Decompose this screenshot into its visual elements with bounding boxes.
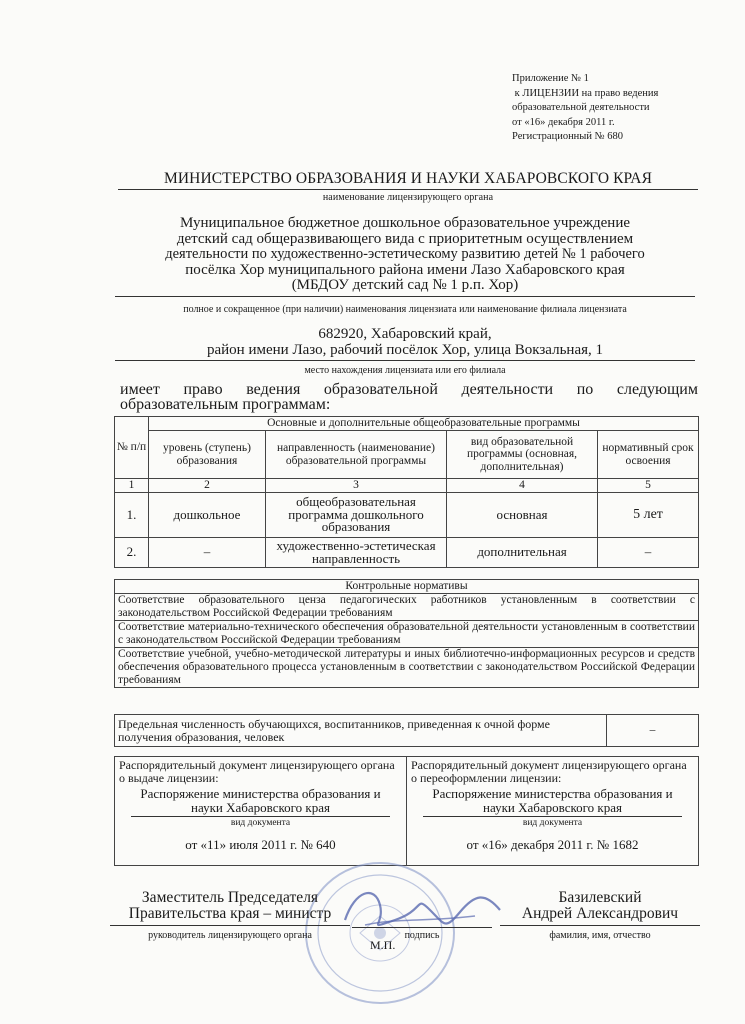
annex-block: [512, 72, 712, 145]
name-caption: фамилия, имя, отчество: [549, 930, 651, 941]
control-norms-table: [114, 579, 699, 688]
programs-table: [114, 416, 699, 568]
capacity-value: –: [607, 715, 699, 747]
signature-name: [500, 890, 700, 944]
annex-line: образовательной деятельности: [512, 102, 650, 113]
row-num: 2.: [115, 538, 149, 568]
col-level-header: уровень (ступень) образования: [149, 431, 266, 479]
doc-reissue-date: от «16» декабря 2011 г. № 1682: [466, 837, 639, 852]
address-block: [115, 326, 695, 379]
programs-group-header: Основные и дополнительные общеобразовательные программы: [149, 417, 699, 431]
index-cell: 3: [266, 479, 447, 493]
address-line2: район имени Лазо, рабочий посёлок Хор, улица Вокзальная, 1: [115, 342, 695, 361]
signature-position: [110, 890, 350, 944]
licensee-line: посёлка Хор муниципального района имени Лазо Хабаровского края: [185, 261, 625, 278]
row-level: –: [149, 538, 266, 568]
licensee-caption: полное и сокращенное (при наличии) наименования лицензиата или наименование филиала лицензиата: [183, 303, 627, 315]
doc-issue-cell: [115, 757, 407, 866]
licensee-line: Муниципальное бюджетное дошкольное образовательное учреждение: [180, 215, 630, 231]
licensee-line: детский сад общеразвивающего вида с приоритетным осуществлением: [176, 230, 634, 247]
row-term: –: [598, 538, 699, 568]
address-line1: 682920, Хабаровский край,: [318, 326, 492, 342]
row-kind: дополнительная: [447, 538, 598, 568]
doc-reissue-cell: [407, 757, 699, 866]
annex-line: Регистрационный № 680: [512, 131, 623, 142]
row-term: 5 лет: [598, 493, 699, 538]
address-caption: место нахождения лицензиата или его филиала: [304, 365, 506, 376]
capacity-label: Предельная численность обучающихся, воспитанников, приведенная к очной форме получения образования, человек: [115, 715, 607, 747]
index-cell: 2: [149, 479, 266, 493]
licensee-line: деятельности по художественно-эстетическому развитию детей № 1 рабочего: [165, 246, 645, 262]
doc-issue-type: Распоряжение министерства образования и науки Хабаровского края: [131, 787, 390, 817]
row-kind: основная: [447, 493, 598, 538]
licensee-line: (МБДОУ детский сад № 1 р.п. Хор): [115, 278, 695, 297]
annex-line: Приложение № 1: [512, 73, 589, 84]
signature-line-area: [352, 910, 492, 941]
signature-line: [352, 910, 492, 928]
name-line2: Андрей Александрович: [500, 906, 700, 926]
col-kind-header: вид образовательной программы (основная, дополнительная): [447, 431, 598, 479]
annex-line: от «16» декабря 2011 г.: [512, 116, 615, 128]
index-cell: 1: [115, 479, 149, 493]
documents-table: [114, 756, 699, 866]
control-item: Соответствие образовательного ценза педагогических работников установленным в соответствии с законодательством Российской Федерации требованиям: [115, 594, 699, 621]
right-statement-line1: имеет право ведения образовательной деятельности по следующим: [120, 381, 698, 398]
doc-reissue-caption: вид документа: [522, 818, 583, 828]
ministry-block: [118, 170, 698, 203]
table-row: [115, 493, 699, 538]
control-header: Контрольные нормативы: [115, 580, 699, 594]
row-num: 1.: [115, 493, 149, 538]
index-cell: 4: [447, 479, 598, 493]
doc-issue-title: Распорядительный документ лицензирующего органа о выдаче лицензии:: [119, 758, 395, 785]
row-direction: художественно-эстетическая направленность: [266, 538, 447, 568]
ministry-name: МИНИСТЕРСТВО ОБРАЗОВАНИЯ И НАУКИ ХАБАРОВСКОГО КРАЯ: [118, 170, 698, 190]
sign-caption: подпись: [404, 930, 440, 941]
control-item: Соответствие материально-технического обеспечения образовательной деятельности установленным в соответствии с законодательством Российской Федерации требованиям: [115, 621, 699, 648]
ministry-caption: наименование лицензирующего органа: [322, 192, 494, 203]
right-statement: [120, 383, 698, 412]
col-direction-header: направленность (наименование) образовательной программы: [266, 431, 447, 479]
col-num-header: № п/п: [115, 417, 149, 479]
doc-reissue-title: Распорядительный документ лицензирующего органа о переоформлении лицензии:: [411, 758, 687, 785]
right-statement-line2: образовательным программам:: [120, 395, 331, 413]
control-item: Соответствие учебной, учебно-методической литературы и иных библиотечно-информационных ресурсов и средств обеспечения образовательного процесса установленным в соответствии с законодательством Российской Федерации требованиям: [115, 648, 699, 688]
position-caption: руководитель лицензирующего органа: [148, 930, 312, 941]
table-row: [115, 538, 699, 568]
index-cell: 5: [598, 479, 699, 493]
position-line1: Заместитель Председателя: [141, 889, 319, 906]
doc-reissue-type: Распоряжение министерства образования и науки Хабаровского края: [423, 787, 682, 817]
row-direction: общеобразовательная программа дошкольного образования: [266, 493, 447, 538]
capacity-table: [114, 714, 699, 747]
position-line2: Правительства края – министр: [110, 906, 350, 926]
annex-line: к ЛИЦЕНЗИИ на право ведения: [512, 87, 659, 99]
name-line1: Базилевский: [558, 889, 642, 906]
doc-issue-caption: вид документа: [230, 818, 291, 828]
doc-issue-date: от «11» июля 2011 г. № 640: [185, 837, 336, 852]
stamp-label: М.П.: [370, 938, 396, 952]
col-term-header: нормативный срок освоения: [598, 431, 699, 479]
row-level: дошкольное: [149, 493, 266, 538]
licensee-block: [115, 216, 695, 317]
